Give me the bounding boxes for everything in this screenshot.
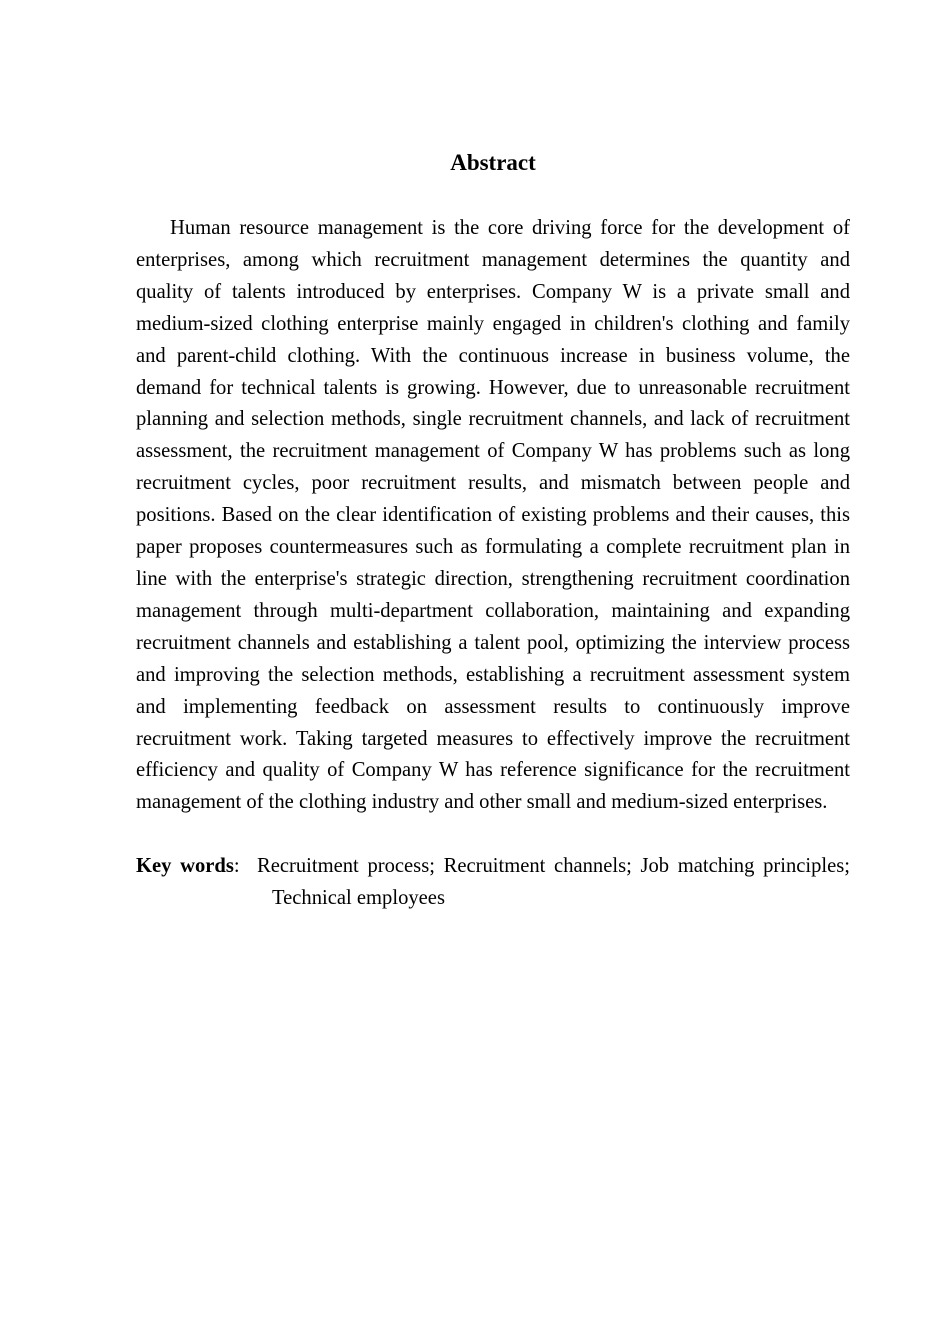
- abstract-paragraph: Human resource management is the core driving force for the development of enterprises, among which recruitment management determines the quantity and quality of talents introduced by enterprises. Company W is a private small and medium-sized clothing enterprise mainly engaged in children's clothing and family and parent-child clothing. With the continuous increase in business volume, the demand for technical talents is growing. However, due to unreasonable recruitment planning and selection methods, single recruitment channels, and lack of recruitment assessment, the recruitment management of Company W has problems such as long recruitment cycles, poor recruitment results, and mismatch between people and positions. Based on the clear identification of existing problems and their causes, this paper proposes countermeasures such as formulating a complete recruitment plan in line with the enterprise's strategic direction, strengthening recruitment coordination management through multi-department collaboration, maintaining and expanding recruitment channels and establishing a talent pool, optimizing the interview process and improving the selection methods, establishing a recruitment assessment system and implementing feedback on assessment results to continuously improve recruitment work. Taking targeted measures to effectively improve the recruitment efficiency and quality of Company W has reference significance for the recruitment management of the clothing industry and other small and medium-sized enterprises.: [136, 217, 850, 814]
- abstract-page: [136, 145, 850, 915]
- keywords-line: [136, 851, 850, 915]
- keywords-list: Recruitment process; Recruitment channels; Job matching principles; Technical employees: [256, 855, 850, 910]
- keywords-separator: :: [233, 855, 240, 878]
- keywords-label: Key words: [136, 855, 234, 878]
- page-title: Abstract: [450, 150, 536, 175]
